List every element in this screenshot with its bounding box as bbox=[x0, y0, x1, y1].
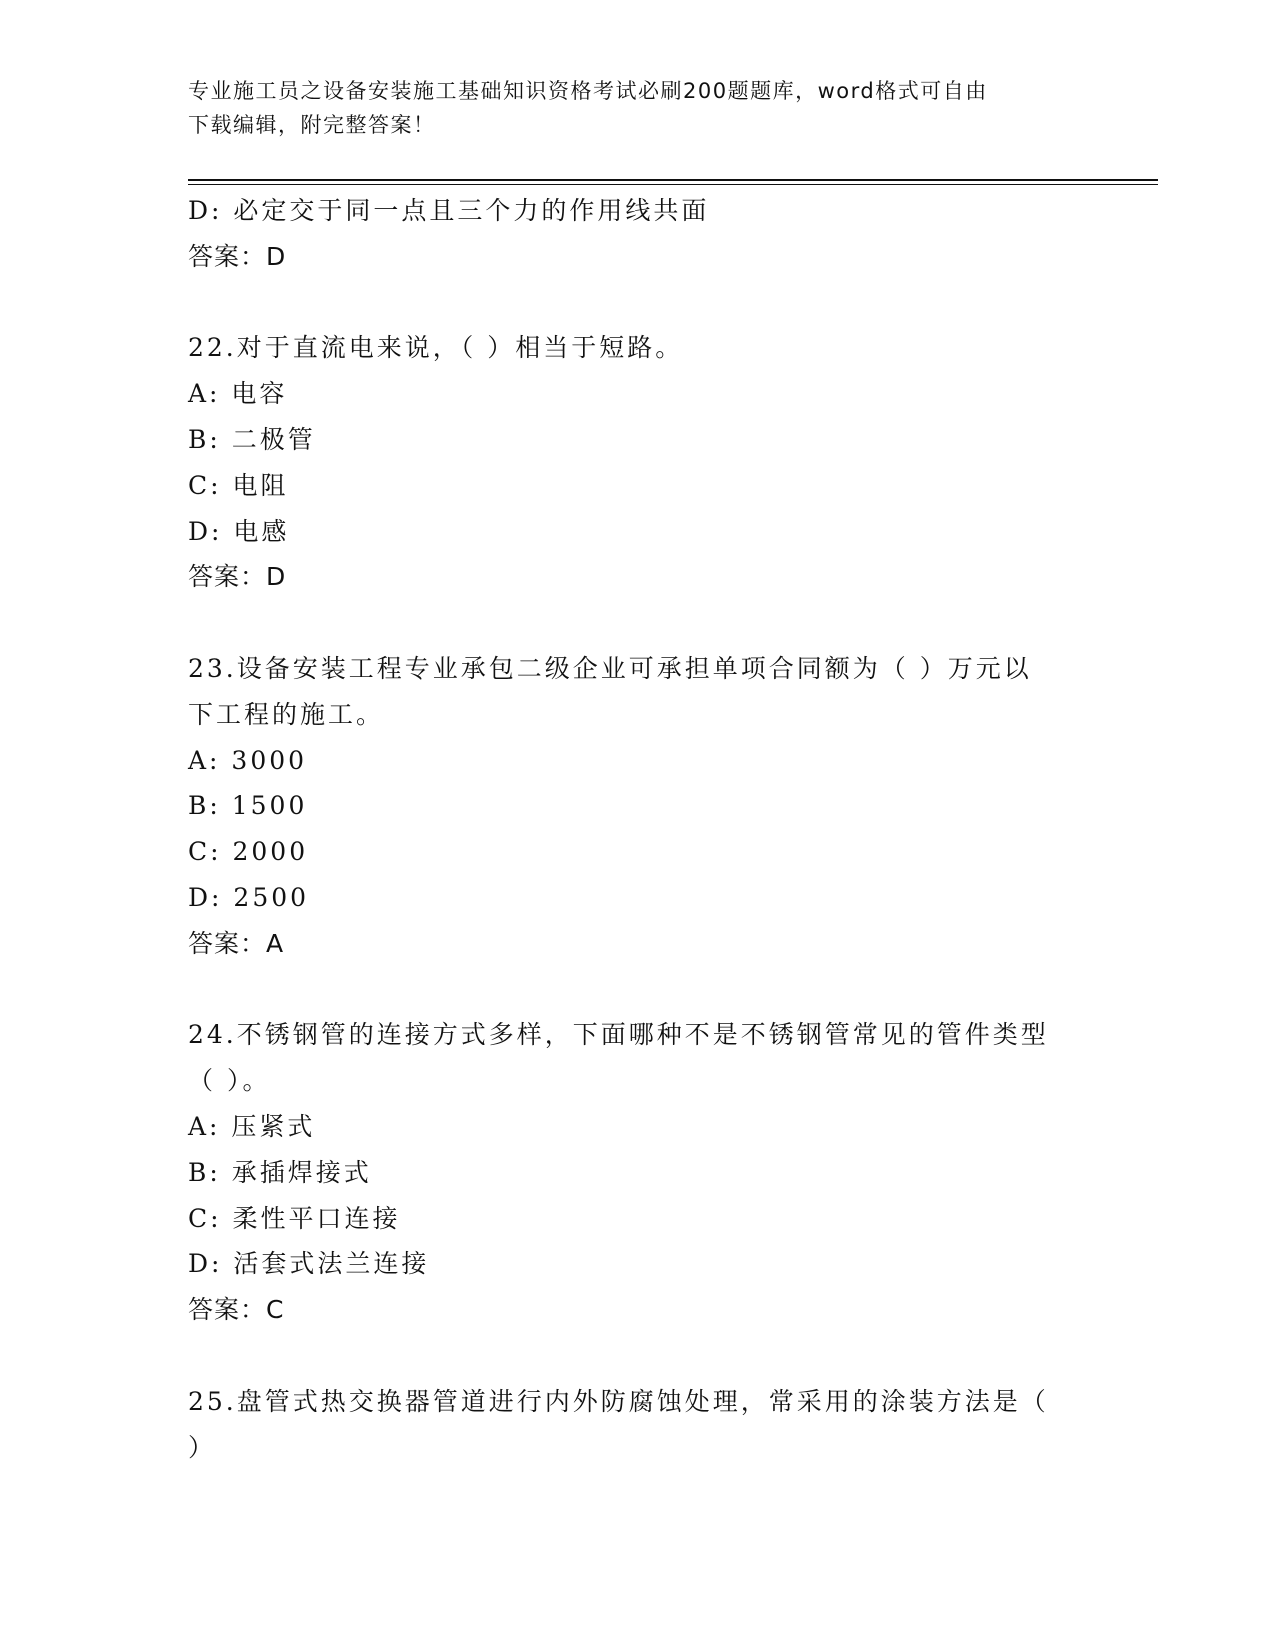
document-header bbox=[188, 74, 1068, 142]
header-divider-thick bbox=[188, 179, 1158, 181]
question-22-answer: 答案：D bbox=[188, 562, 287, 592]
question-23-option-d: D: 2500 bbox=[188, 882, 310, 912]
question-23-stem-cont: 下工程的施工。 bbox=[188, 699, 385, 729]
question-22-stem: 22.对于直流电来说，（ ）相当于短路。 bbox=[188, 333, 684, 363]
question-22-option-c: C: 电阻 bbox=[188, 470, 289, 500]
prev-option-d: D: 必定交于同一点且三个力的作用线共面 bbox=[188, 196, 710, 225]
header-line-2: 下载编辑，附完整答案！ bbox=[188, 113, 436, 137]
spacer bbox=[188, 600, 1088, 646]
spacer bbox=[188, 1333, 1088, 1379]
question-24-stem-cont: （ ）。 bbox=[188, 1066, 271, 1096]
question-list bbox=[188, 188, 1088, 1470]
question-23-stem: 23.设备安装工程专业承包二级企业可承担单项合同额为（ ）万元以 bbox=[188, 653, 1032, 683]
question-25-stem: 25.盘管式热交换器管道进行内外防腐蚀处理，常采用的涂装方法是（ bbox=[188, 1386, 1049, 1416]
question-24-option-c: C: 柔性平口连接 bbox=[188, 1203, 401, 1233]
question-24-option-d: D: 活套式法兰连接 bbox=[188, 1249, 430, 1279]
question-23-option-c: C: 2000 bbox=[188, 837, 309, 867]
question-23-option-b: B: 1500 bbox=[188, 791, 308, 821]
header-line-1: 专业施工员之设备安装施工基础知识资格考试必刷200题题库，word格式可自由 bbox=[188, 79, 988, 103]
question-22-option-d: D: 电感 bbox=[188, 516, 290, 546]
spacer bbox=[188, 280, 1088, 326]
question-22-option-a: A: 电容 bbox=[188, 379, 288, 409]
prev-answer: 答案：D bbox=[188, 241, 287, 271]
header-divider-thin bbox=[188, 184, 1158, 185]
question-22-option-b: B: 二极管 bbox=[188, 424, 316, 454]
question-23-option-a: A: 3000 bbox=[188, 745, 308, 775]
spacer bbox=[188, 967, 1088, 1013]
question-24-option-b: B: 承插焊接式 bbox=[188, 1157, 372, 1187]
question-24-stem: 24.不锈钢管的连接方式多样，下面哪种不是不锈钢管常见的管件类型 bbox=[188, 1020, 1049, 1050]
question-25-stem-cont: ） bbox=[188, 1432, 217, 1462]
question-24-option-a: A: 压紧式 bbox=[188, 1111, 316, 1141]
question-23-answer: 答案：A bbox=[188, 928, 285, 958]
question-24-answer: 答案：C bbox=[188, 1295, 285, 1325]
